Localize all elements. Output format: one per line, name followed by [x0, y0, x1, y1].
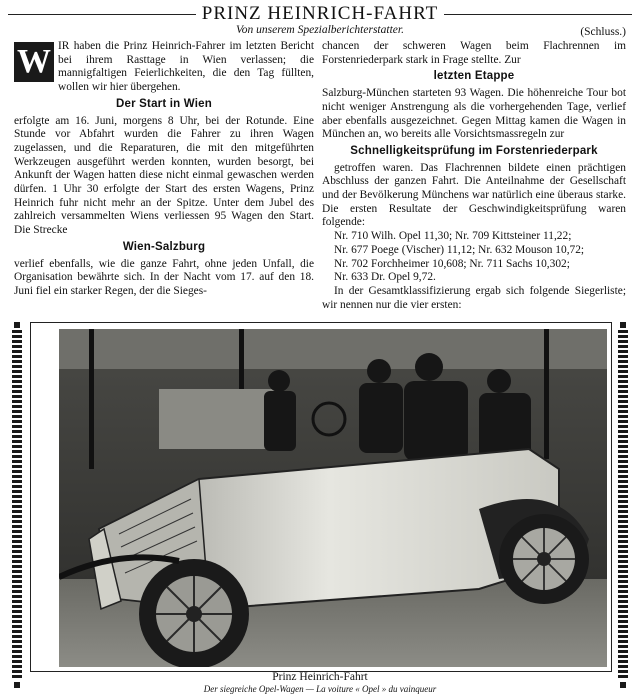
figure-subcaption: Der siegreiche Opel-Wagen — La voiture « Opel » du vainqueur: [203, 684, 437, 694]
photo-front-wheel: [139, 559, 249, 667]
section-heading-wien-salzburg: Wien-Salzburg: [122, 240, 206, 253]
page-subtitle: Von unserem Spezialberichterstatter.: [236, 24, 404, 36]
photo-canopy: [59, 329, 607, 369]
drop-cap-letter: W: [17, 43, 51, 80]
section-heading-start: Der Start in Wien: [116, 97, 212, 110]
paragraph-letzte-etappe: Salzburg-München starteten 93 Wagen. Die höhenreiche Tour bot nicht weniger Anstrengung als die vorhergehenden Tage, verlief aber ebenfalls ausgezeichnet. Gegen Mittag kamen die Wagen in München an, wo bereits alle Vorsichtsmassregeln zur: [322, 87, 626, 141]
paragraph-siegerliste: In der Gesamtklassifizierung ergab sich folgende Siegerliste; wir nennen nur die vier ersten:: [322, 284, 626, 311]
race-car-photo: [59, 329, 607, 667]
photo-post: [89, 329, 94, 469]
intro-paragraph: IR haben die Prinz Heinrich-Fahrer im letzten Bericht bei ihrem Rasttage in Wien verlassen; die mannigfaltigen Feierlichkeiten, die den Tag füllten, wollen wir hier übergehen.: [58, 40, 314, 94]
paragraph-wien-salzburg: verlief ebenfalls, wie die ganze Fahrt, ohne jeden Unfall, die Organisation bewährte sich. In der Nacht vom 17. auf den 18. Juni fiel ein starker Regen, der die Sieges-: [14, 257, 314, 297]
drop-cap-ornament: [14, 42, 54, 82]
right-column: [322, 40, 626, 312]
result-line: Nr. 710 Wilh. Opel 11,30; Nr. 709 Kittsteiner 11,22;: [334, 230, 572, 243]
section-heading-schnelligkeit: Schnelligkeitsprüfung im Forstenriederpark: [350, 144, 598, 157]
figure-caption: Prinz Heinrich-Fahrt: [272, 671, 368, 683]
result-line: Nr. 702 Forchheimer 10,608; Nr. 711 Sachs 10,302;: [334, 257, 570, 270]
page-title: [0, 3, 640, 25]
result-line: Nr. 677 Poege (Vischer) 11,12; Nr. 632 Mouson 10,72;: [334, 243, 585, 256]
section-heading-letzte-etappe: letzten Etappe: [433, 70, 515, 83]
result-line: Nr. 633 Dr. Opel 9,72.: [334, 271, 436, 284]
decorative-border-left: [12, 330, 22, 680]
decorative-border-right: [618, 330, 628, 680]
paragraph-schnelligkeit: getroffen waren. Das Flachrennen bildete einen prächtigen Abschluss der ganzen Fahrt. Die Anteilnahme der Gesellschaft und der Bevölkerung Münchens war natürlich eine überaus starke. Die ersten Resultate der Geschwindigkeitsprüfung waren folgende:: [322, 161, 626, 229]
continuation-note: (Schluss.): [580, 26, 626, 38]
photo-frame: [30, 322, 612, 672]
page-title-text: PRINZ HEINRICH-FAHRT: [196, 3, 444, 24]
photo-background-car: [159, 389, 279, 449]
photo-post: [544, 329, 549, 459]
paragraph-continuation: chancen der schweren Wagen beim Flachrennen im Forstenriederpark stark in Frage stellte. Zur: [322, 40, 626, 66]
photo-rear-wheel: [499, 514, 589, 604]
left-column: [14, 40, 314, 299]
paragraph-start: erfolgte am 16. Juni, morgens 8 Uhr, bei der Rotunde. Eine Stunde vor Abfahrt wurden die Fahrer zu ihren Wagen zugelassen, und die Reparaturen, die mit den mitgeführten Werkzeugen ausgeführt werden konnten, wurden besorgt, bei Ankunft der Wagen hatten diese nicht einmal gewaschen werden dürfen. 1 Uhr 30 erfolgte der Start des ersten Wagens, Prinz Heinrich fuhr nicht mehr an der Spitze. Unter dem Jubel des zahlreich versammelten Wiens verliessen 95 Wagen den Start. Die Strecke: [14, 114, 314, 237]
